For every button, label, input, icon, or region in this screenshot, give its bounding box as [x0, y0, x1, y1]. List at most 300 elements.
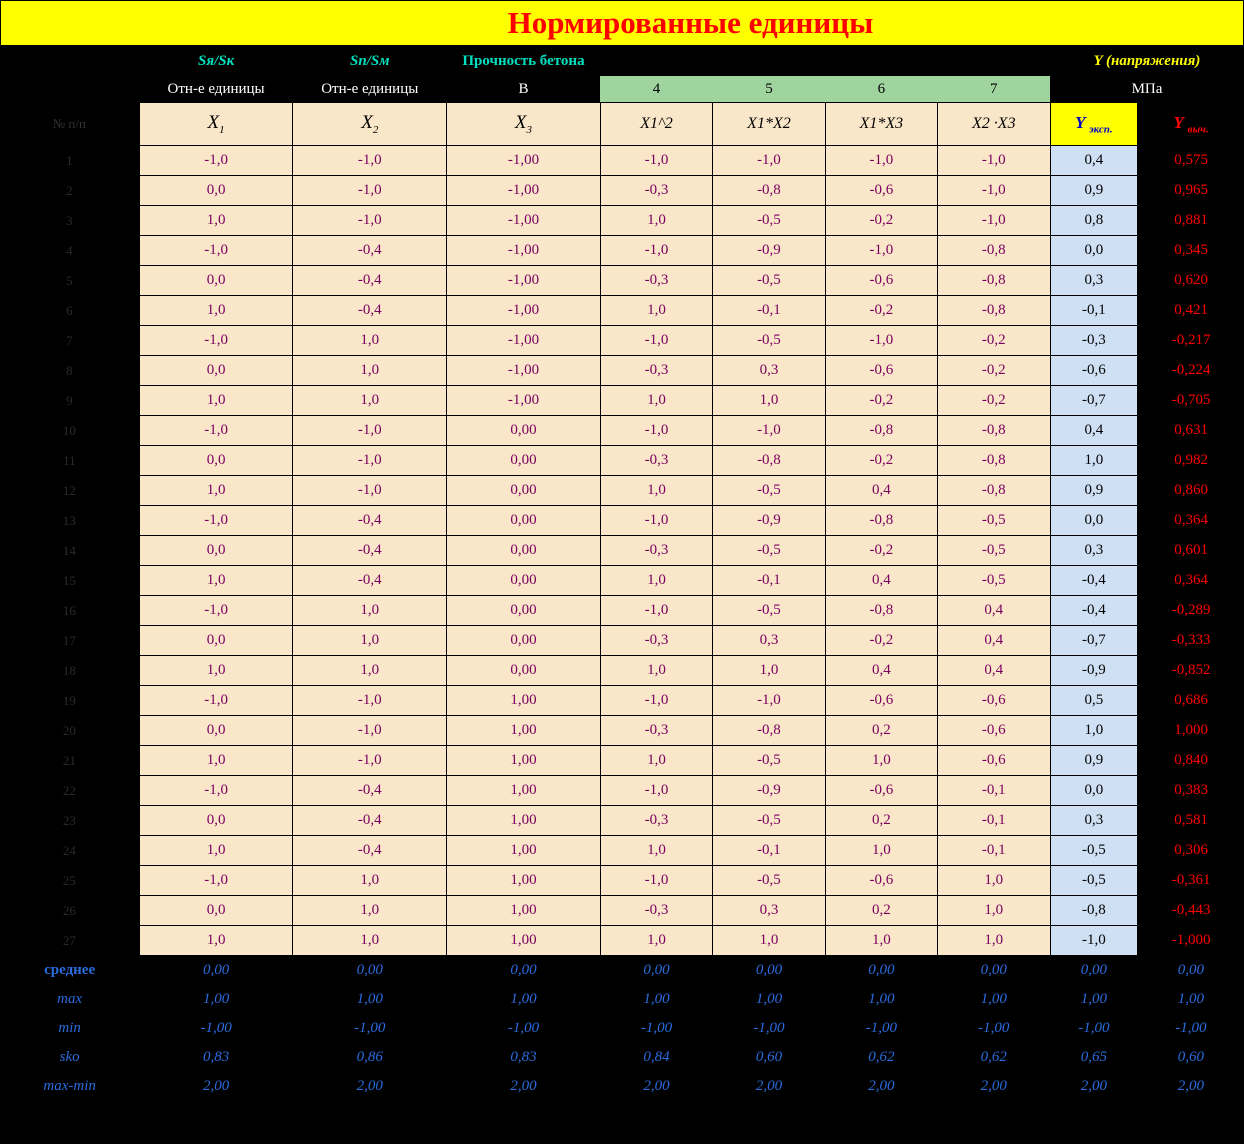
row-number: 17 — [0, 626, 139, 656]
cell-x2: 1,0 — [293, 326, 447, 356]
row-number: 2 — [0, 176, 139, 206]
stats-y-exp: 0,65 — [1050, 1043, 1138, 1072]
cell-x1sq: 1,0 — [600, 836, 712, 866]
cell-x1: 0,0 — [139, 356, 293, 386]
cell-x1: 1,0 — [139, 656, 293, 686]
cell-x1x3: 0,4 — [825, 566, 937, 596]
cell-x1: -1,0 — [139, 686, 293, 716]
header-units-1: Отн-е единицы — [139, 76, 293, 103]
cell-x1x2: -0,1 — [713, 566, 825, 596]
cell-x1x3: 0,4 — [825, 476, 937, 506]
cell-x1sq: -1,0 — [600, 146, 712, 176]
cell-x1sq: 1,0 — [600, 746, 712, 776]
cell-y-calc: 0,575 — [1138, 146, 1244, 176]
cell-y-exp: 0,4 — [1050, 146, 1138, 176]
cell-x2x3: -0,8 — [938, 476, 1050, 506]
stats-row-average — [0, 956, 1244, 986]
cell-x2x3: -0,5 — [938, 566, 1050, 596]
var-x3-base: X — [514, 112, 527, 134]
cell-x1x3: -0,2 — [825, 386, 937, 416]
cell-y-calc: 0,601 — [1138, 536, 1244, 566]
cell-x1x3: -1,0 — [825, 236, 937, 266]
cell-y-calc: -0,705 — [1138, 386, 1244, 416]
cell-y-calc: 0,364 — [1138, 506, 1244, 536]
cell-x1: 0,0 — [139, 446, 293, 476]
table-row — [0, 716, 1244, 746]
cell-x2x3: -0,2 — [938, 326, 1050, 356]
cell-x2x3: -0,8 — [938, 236, 1050, 266]
cell-x2x3: -0,2 — [938, 386, 1050, 416]
cell-y-exp: 0,0 — [1050, 236, 1138, 266]
var-x3-sub: 3 — [526, 123, 533, 136]
table-row — [0, 896, 1244, 926]
cell-y-exp: 0,9 — [1050, 746, 1138, 776]
var-x2-base: X — [361, 112, 373, 134]
row-number: 6 — [0, 296, 139, 326]
table-row — [0, 326, 1244, 356]
blank-cell — [0, 76, 139, 103]
cell-x1x2: -0,1 — [713, 836, 825, 866]
cell-x3: 0,00 — [447, 566, 601, 596]
cell-y-exp: -0,9 — [1050, 656, 1138, 686]
cell-x1: 0,0 — [139, 716, 293, 746]
cell-x2: 1,0 — [293, 386, 447, 416]
cell-x1x2: -0,9 — [713, 236, 825, 266]
stats-y-calc: 0,60 — [1138, 1043, 1244, 1072]
cell-y-exp: -0,7 — [1050, 386, 1138, 416]
y-exp-base: Y — [1075, 112, 1085, 132]
stats-x1x2: 1,00 — [713, 985, 825, 1014]
cell-x2: 1,0 — [293, 896, 447, 926]
cell-x1x3: -0,8 — [825, 416, 937, 446]
row-number: 15 — [0, 566, 139, 596]
cell-x1x2: -1,0 — [713, 686, 825, 716]
cell-x1x3: 0,2 — [825, 896, 937, 926]
cell-x1x3: -0,6 — [825, 356, 937, 386]
cell-x2: -1,0 — [293, 746, 447, 776]
stats-row-max — [0, 985, 1244, 1014]
table-row — [0, 536, 1244, 566]
cell-x1sq: -0,3 — [600, 626, 712, 656]
header-var-x1x2: X1*X2 — [713, 103, 825, 146]
row-number: 3 — [0, 206, 139, 236]
cell-x1sq: -0,3 — [600, 536, 712, 566]
cell-y-calc: 0,982 — [1138, 446, 1244, 476]
cell-y-exp: -0,4 — [1050, 596, 1138, 626]
cell-y-exp: -0,8 — [1050, 896, 1138, 926]
header-spacer-1 — [600, 46, 712, 76]
cell-x3: -1,00 — [447, 146, 601, 176]
cell-x2: -1,0 — [293, 686, 447, 716]
table-row — [0, 866, 1244, 896]
cell-x1sq: -1,0 — [600, 596, 712, 626]
row-number: 26 — [0, 896, 139, 926]
cell-x3: 1,00 — [447, 716, 601, 746]
cell-x1: 0,0 — [139, 536, 293, 566]
stats-x1: 0,83 — [139, 1043, 293, 1072]
stats-x1: 0,00 — [139, 956, 293, 986]
cell-x1x3: -0,6 — [825, 866, 937, 896]
y-calc-base: Y — [1173, 112, 1184, 132]
cell-x1x2: -0,8 — [713, 716, 825, 746]
cell-x2x3: 1,0 — [938, 896, 1050, 926]
header-y-exp — [1050, 103, 1138, 146]
table-row — [0, 926, 1244, 956]
cell-x1sq: -0,3 — [600, 356, 712, 386]
cell-x2: -1,0 — [293, 476, 447, 506]
cell-y-exp: -0,7 — [1050, 626, 1138, 656]
cell-x3: 0,00 — [447, 416, 601, 446]
row-number: 23 — [0, 806, 139, 836]
header-var-x1 — [139, 103, 293, 146]
page-title: Нормированные единицы — [507, 5, 874, 40]
stats-y-exp: 1,00 — [1050, 985, 1138, 1014]
header-colnum-6: 6 — [825, 76, 937, 103]
cell-x1: 1,0 — [139, 476, 293, 506]
cell-x1x2: 1,0 — [713, 656, 825, 686]
header-row-variables — [0, 103, 1244, 146]
cell-x2: -0,4 — [293, 506, 447, 536]
cell-x2: -1,0 — [293, 446, 447, 476]
stats-x1: 1,00 — [139, 985, 293, 1014]
cell-x2: 1,0 — [293, 356, 447, 386]
cell-y-exp: 0,0 — [1050, 776, 1138, 806]
cell-y-calc: 0,581 — [1138, 806, 1244, 836]
header-row-units — [0, 76, 1244, 103]
table-row — [0, 266, 1244, 296]
cell-y-exp: 0,3 — [1050, 266, 1138, 296]
cell-x2x3: -0,1 — [938, 776, 1050, 806]
cell-x2x3: -0,5 — [938, 506, 1050, 536]
row-number: 11 — [0, 446, 139, 476]
cell-x3: 0,00 — [447, 476, 601, 506]
table-row — [0, 686, 1244, 716]
cell-x3: -1,00 — [447, 326, 601, 356]
cell-x2x3: -1,0 — [938, 176, 1050, 206]
stats-x1x2: 0,60 — [713, 1043, 825, 1072]
cell-x1x3: 0,4 — [825, 656, 937, 686]
cell-x3: 1,00 — [447, 896, 601, 926]
cell-x1: 0,0 — [139, 626, 293, 656]
stats-y-exp: -1,00 — [1050, 1014, 1138, 1043]
cell-x1x2: -0,5 — [713, 326, 825, 356]
cell-x2x3: -0,2 — [938, 356, 1050, 386]
row-number: 19 — [0, 686, 139, 716]
cell-y-calc: 0,965 — [1138, 176, 1244, 206]
cell-x2x3: -0,1 — [938, 836, 1050, 866]
cell-y-calc: 0,345 — [1138, 236, 1244, 266]
cell-x3: 0,00 — [447, 596, 601, 626]
table-row — [0, 566, 1244, 596]
cell-y-exp: -0,3 — [1050, 326, 1138, 356]
table-row — [0, 476, 1244, 506]
row-number: 18 — [0, 656, 139, 686]
cell-x1x2: -1,0 — [713, 146, 825, 176]
cell-x2x3: 0,4 — [938, 596, 1050, 626]
stats-x1: 2,00 — [139, 1072, 293, 1101]
cell-x1sq: 1,0 — [600, 476, 712, 506]
stats-x2x3: 0,00 — [938, 956, 1050, 986]
cell-y-calc: -0,333 — [1138, 626, 1244, 656]
cell-x3: 1,00 — [447, 686, 601, 716]
cell-x1sq: 1,0 — [600, 926, 712, 956]
cell-x1sq: -0,3 — [600, 266, 712, 296]
header-var-x3 — [447, 103, 601, 146]
cell-y-exp: 0,3 — [1050, 536, 1138, 566]
header-group-3: Прочность бетона — [447, 46, 601, 76]
cell-y-calc: 0,840 — [1138, 746, 1244, 776]
header-units-3: В — [447, 76, 601, 103]
cell-x3: -1,00 — [447, 296, 601, 326]
cell-y-calc: -0,289 — [1138, 596, 1244, 626]
cell-x1x3: -0,6 — [825, 776, 937, 806]
stats-row-sko — [0, 1043, 1244, 1072]
header-row-index: № п/п — [0, 103, 139, 146]
cell-x2: -0,4 — [293, 806, 447, 836]
cell-y-calc: 0,620 — [1138, 266, 1244, 296]
row-number: 1 — [0, 146, 139, 176]
cell-x2: -1,0 — [293, 206, 447, 236]
cell-x1: -1,0 — [139, 236, 293, 266]
cell-x1x2: 1,0 — [713, 926, 825, 956]
cell-x2x3: 0,4 — [938, 656, 1050, 686]
header-colnum-4: 4 — [600, 76, 712, 103]
cell-x2x3: -0,6 — [938, 716, 1050, 746]
row-number: 8 — [0, 356, 139, 386]
stats-x3: 0,00 — [447, 956, 601, 986]
row-number: 27 — [0, 926, 139, 956]
stats-row-maxmin — [0, 1072, 1244, 1101]
table-row — [0, 446, 1244, 476]
cell-x1: 1,0 — [139, 746, 293, 776]
cell-x1x3: 1,0 — [825, 746, 937, 776]
cell-x1x2: -0,5 — [713, 476, 825, 506]
cell-x1x2: -0,1 — [713, 296, 825, 326]
stats-x2: 1,00 — [293, 985, 447, 1014]
cell-x1sq: 1,0 — [600, 386, 712, 416]
cell-x1x3: -0,2 — [825, 626, 937, 656]
table-row — [0, 506, 1244, 536]
cell-x2: -0,4 — [293, 836, 447, 866]
cell-x1sq: -1,0 — [600, 236, 712, 266]
cell-x2: -0,4 — [293, 566, 447, 596]
cell-x1sq: 1,0 — [600, 206, 712, 236]
cell-x2: 1,0 — [293, 866, 447, 896]
cell-y-exp: 0,9 — [1050, 476, 1138, 506]
cell-x1x3: 0,2 — [825, 806, 937, 836]
cell-x1: 1,0 — [139, 836, 293, 866]
cell-y-calc: 0,306 — [1138, 836, 1244, 866]
cell-x3: 1,00 — [447, 866, 601, 896]
cell-x3: 0,00 — [447, 656, 601, 686]
stats-label: sko — [0, 1043, 139, 1072]
cell-x2: -0,4 — [293, 536, 447, 566]
cell-y-calc: 0,631 — [1138, 416, 1244, 446]
row-number: 22 — [0, 776, 139, 806]
cell-x1x3: -0,2 — [825, 446, 937, 476]
cell-y-exp: 1,0 — [1050, 716, 1138, 746]
stats-label: среднее — [0, 956, 139, 986]
stats-x1sq: 0,84 — [600, 1043, 712, 1072]
stats-row-min — [0, 1014, 1244, 1043]
stats-x3: -1,00 — [447, 1014, 601, 1043]
stats-x2x3: 0,62 — [938, 1043, 1050, 1072]
table-row — [0, 626, 1244, 656]
cell-y-exp: 0,3 — [1050, 806, 1138, 836]
header-colnum-5: 5 — [713, 76, 825, 103]
var-x1-sub: 1 — [219, 123, 225, 136]
header-group-1: Sя/Sк — [139, 46, 293, 76]
cell-x1x2: -0,5 — [713, 596, 825, 626]
cell-x1: 1,0 — [139, 206, 293, 236]
stats-x1x3: 1,00 — [825, 985, 937, 1014]
cell-x2: -0,4 — [293, 236, 447, 266]
cell-x1x3: -0,8 — [825, 596, 937, 626]
row-number: 16 — [0, 596, 139, 626]
row-number: 21 — [0, 746, 139, 776]
cell-x2: -0,4 — [293, 296, 447, 326]
row-number: 12 — [0, 476, 139, 506]
stats-x1x2: 2,00 — [713, 1072, 825, 1101]
cell-x1x2: -0,9 — [713, 506, 825, 536]
cell-y-calc: 0,383 — [1138, 776, 1244, 806]
row-number: 7 — [0, 326, 139, 356]
header-y-group: Y (напряжения) — [1050, 46, 1244, 76]
header-var-x1x3: X1*X3 — [825, 103, 937, 146]
row-number: 24 — [0, 836, 139, 866]
cell-y-exp: -0,4 — [1050, 566, 1138, 596]
stats-x1x3: -1,00 — [825, 1014, 937, 1043]
cell-x1x3: 0,2 — [825, 716, 937, 746]
cell-x2: 1,0 — [293, 626, 447, 656]
normalized-units-table — [0, 46, 1244, 1101]
header-y-units: МПа — [1050, 76, 1244, 103]
cell-y-calc: 0,881 — [1138, 206, 1244, 236]
cell-y-calc: -0,443 — [1138, 896, 1244, 926]
row-number: 20 — [0, 716, 139, 746]
row-number: 14 — [0, 536, 139, 566]
stats-x1x3: 2,00 — [825, 1072, 937, 1101]
cell-x1sq: -1,0 — [600, 506, 712, 536]
header-spacer-4 — [938, 46, 1050, 76]
cell-x2x3: -0,8 — [938, 416, 1050, 446]
cell-x3: 1,00 — [447, 926, 601, 956]
y-exp-sub: эксп. — [1089, 123, 1113, 136]
cell-y-exp: -0,5 — [1050, 836, 1138, 866]
stats-x3: 1,00 — [447, 985, 601, 1014]
cell-x1sq: -1,0 — [600, 326, 712, 356]
stats-x1x2: 0,00 — [713, 956, 825, 986]
cell-x1: 0,0 — [139, 266, 293, 296]
cell-x1: 0,0 — [139, 176, 293, 206]
cell-x1sq: -0,3 — [600, 446, 712, 476]
stats-x1x3: 0,00 — [825, 956, 937, 986]
cell-x1: -1,0 — [139, 596, 293, 626]
var-x2-sub: 2 — [372, 123, 379, 136]
table-row — [0, 776, 1244, 806]
cell-x1: -1,0 — [139, 506, 293, 536]
cell-x1x3: -0,6 — [825, 686, 937, 716]
cell-x1x3: -0,2 — [825, 296, 937, 326]
cell-y-calc: 0,686 — [1138, 686, 1244, 716]
header-row-groups — [0, 46, 1244, 76]
cell-x1x3: -0,2 — [825, 206, 937, 236]
cell-x1x2: -1,0 — [713, 416, 825, 446]
stats-label: max — [0, 985, 139, 1014]
cell-x3: 1,00 — [447, 836, 601, 866]
cell-y-exp: -0,6 — [1050, 356, 1138, 386]
header-spacer-2 — [713, 46, 825, 76]
cell-x1: 0,0 — [139, 806, 293, 836]
stats-label: min — [0, 1014, 139, 1043]
cell-x1sq: 1,0 — [600, 656, 712, 686]
cell-x3: -1,00 — [447, 386, 601, 416]
cell-x2x3: -1,0 — [938, 146, 1050, 176]
cell-x2x3: 1,0 — [938, 926, 1050, 956]
cell-x2x3: -0,1 — [938, 806, 1050, 836]
cell-x1: -1,0 — [139, 776, 293, 806]
stats-x2: 0,86 — [293, 1043, 447, 1072]
cell-x1x2: 1,0 — [713, 386, 825, 416]
stats-x1x3: 0,62 — [825, 1043, 937, 1072]
cell-x2x3: -0,5 — [938, 536, 1050, 566]
cell-x1x2: -0,5 — [713, 536, 825, 566]
table-row — [0, 356, 1244, 386]
stats-x2x3: -1,00 — [938, 1014, 1050, 1043]
cell-x1sq: 1,0 — [600, 566, 712, 596]
table-row — [0, 746, 1244, 776]
stats-x1: -1,00 — [139, 1014, 293, 1043]
table-row — [0, 806, 1244, 836]
cell-x1x2: 0,3 — [713, 356, 825, 386]
cell-x1x2: 0,3 — [713, 626, 825, 656]
cell-x2x3: -1,0 — [938, 206, 1050, 236]
cell-y-calc: -0,217 — [1138, 326, 1244, 356]
stats-x2x3: 1,00 — [938, 985, 1050, 1014]
table-row — [0, 296, 1244, 326]
cell-y-calc: 1,000 — [1138, 716, 1244, 746]
cell-x1sq: -0,3 — [600, 176, 712, 206]
cell-y-exp: 0,4 — [1050, 416, 1138, 446]
cell-x2x3: -0,8 — [938, 296, 1050, 326]
table-row — [0, 176, 1244, 206]
header-var-x2x3: X2 ·X3 — [938, 103, 1050, 146]
cell-x1x2: -0,5 — [713, 746, 825, 776]
cell-x2x3: -0,6 — [938, 686, 1050, 716]
corner-cell — [0, 46, 139, 76]
cell-x1sq: 1,0 — [600, 296, 712, 326]
cell-x2x3: 1,0 — [938, 866, 1050, 896]
stats-y-exp: 0,00 — [1050, 956, 1138, 986]
table-row — [0, 836, 1244, 866]
cell-y-exp: 1,0 — [1050, 446, 1138, 476]
stats-y-calc: 0,00 — [1138, 956, 1244, 986]
cell-x3: -1,00 — [447, 236, 601, 266]
table-row — [0, 236, 1244, 266]
stats-x3: 2,00 — [447, 1072, 601, 1101]
cell-x1: -1,0 — [139, 866, 293, 896]
table-row — [0, 416, 1244, 446]
stats-x1x2: -1,00 — [713, 1014, 825, 1043]
cell-y-calc: -0,224 — [1138, 356, 1244, 386]
cell-x1x3: -0,8 — [825, 506, 937, 536]
cell-x1sq: -1,0 — [600, 686, 712, 716]
cell-y-calc: -0,852 — [1138, 656, 1244, 686]
cell-x2x3: -0,8 — [938, 266, 1050, 296]
stats-label: max-min — [0, 1072, 139, 1101]
stats-x1sq: 1,00 — [600, 985, 712, 1014]
cell-x3: -1,00 — [447, 206, 601, 236]
